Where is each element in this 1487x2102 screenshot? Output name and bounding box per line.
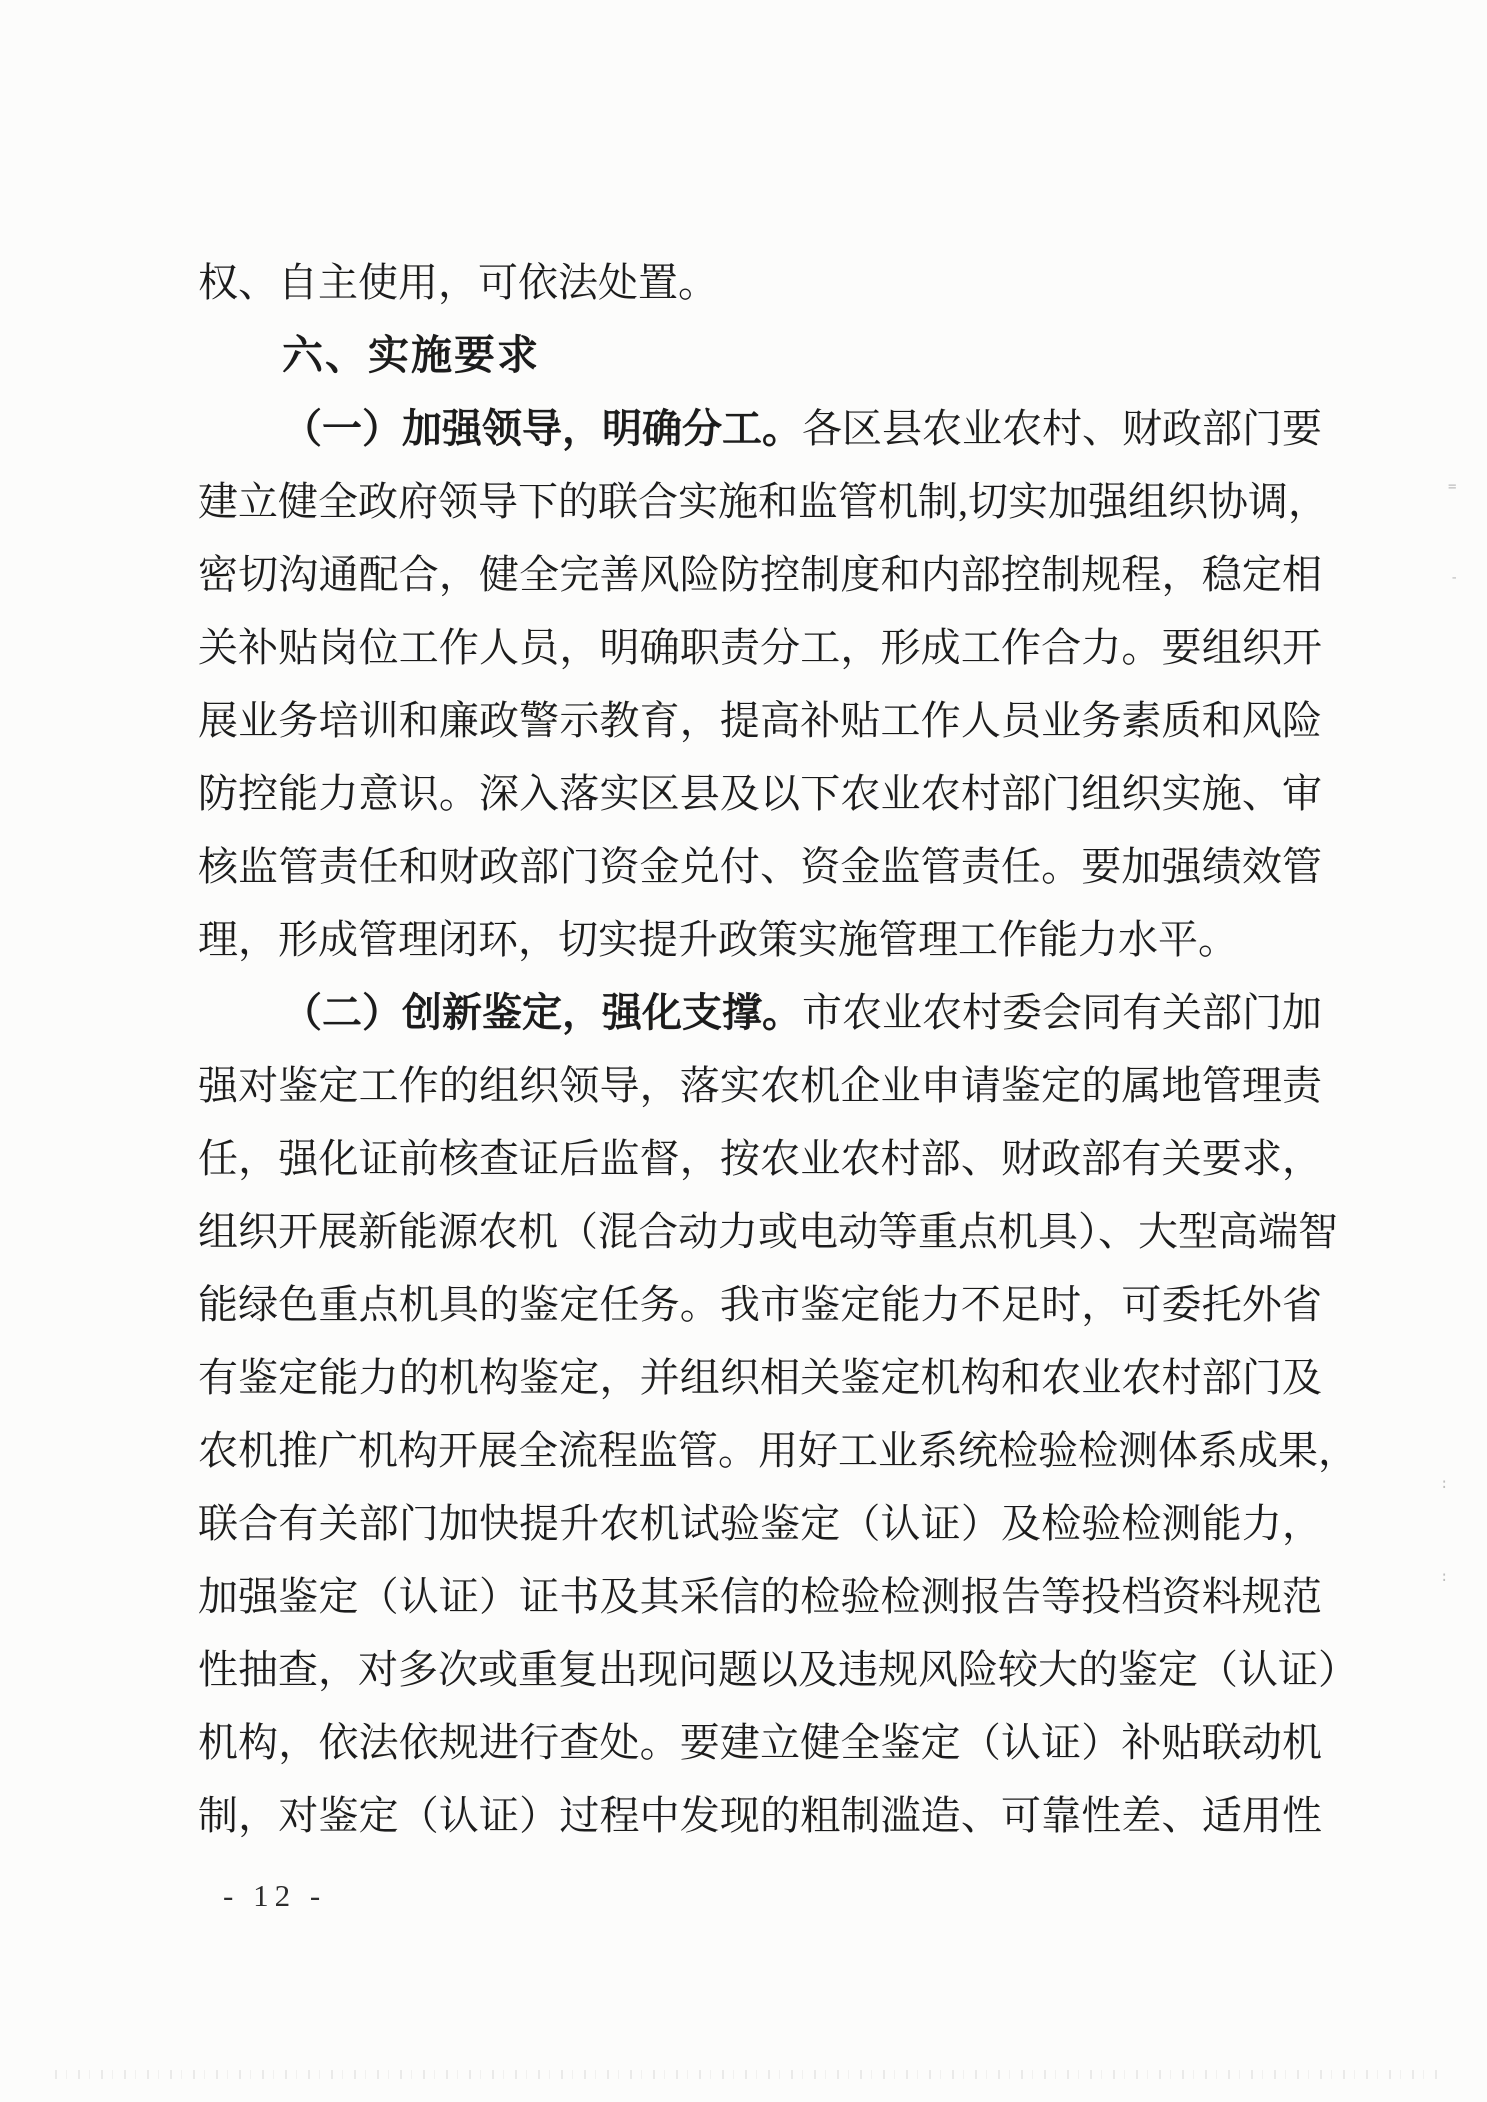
body-text: 联合有关部门加快提升农机试验鉴定（认证）及检验检测能力， bbox=[198, 1501, 1322, 1546]
body-text: 市农业农村委会同有关部门加 bbox=[802, 990, 1322, 1035]
body-text: 有鉴定能力的机构鉴定，并组织相关鉴定机构和农业农村部门及 bbox=[198, 1355, 1322, 1400]
body-text: 任，强化证前核查证后监督，按农业农村部、财政部有关要求， bbox=[198, 1136, 1322, 1181]
para-0-end-line bbox=[198, 246, 1322, 319]
para-2-line-6 bbox=[198, 1341, 1322, 1414]
body-text: 密切沟通配合，健全完善风险防控制度和内部控制规程，稳定相 bbox=[198, 552, 1322, 597]
page-number: - 12 - bbox=[223, 1878, 327, 1913]
bold-lead-text: （二）创新鉴定，强化支撑。 bbox=[282, 991, 802, 1035]
para-1-line-4 bbox=[198, 611, 1322, 684]
scan-artifact: = bbox=[1448, 479, 1457, 495]
body-text: 理，形成管理闭环，切实提升政策实施管理工作能力水平。 bbox=[198, 917, 1238, 962]
body-text: 加强鉴定（认证）证书及其采信的检验检测报告等投档资料规范 bbox=[198, 1574, 1322, 1619]
para-1-line-6 bbox=[198, 757, 1322, 830]
para-2-line-3 bbox=[198, 1122, 1322, 1195]
para-2-line-8 bbox=[198, 1487, 1322, 1560]
body-text: 各区县农业农村、财政部门要 bbox=[802, 406, 1322, 451]
body-text: 制，对鉴定（认证）过程中发现的粗制滥造、可靠性差、适用性 bbox=[198, 1793, 1322, 1838]
body-text: 强对鉴定工作的组织领导，落实农机企业申请鉴定的属地管理责 bbox=[198, 1063, 1322, 1108]
para-2-line-1 bbox=[198, 976, 1322, 1049]
paragraph-indent bbox=[198, 368, 282, 369]
para-2-line-2 bbox=[198, 1049, 1322, 1122]
body-text: 性抽查，对多次或重复出现问题以及违规风险较大的鉴定（认证） bbox=[198, 1647, 1358, 1692]
para-1-line-5 bbox=[198, 684, 1322, 757]
para-1-line-7 bbox=[198, 830, 1322, 903]
body-text: 能绿色重点机具的鉴定任务。我市鉴定能力不足时，可委托外省 bbox=[198, 1282, 1322, 1327]
bold-lead-text: （一）加强领导，明确分工。 bbox=[282, 407, 802, 451]
body-text: 展业务培训和廉政警示教育，提高补贴工作人员业务素质和风险 bbox=[198, 698, 1322, 743]
bold-lead-text: 六、实施要求 bbox=[282, 332, 540, 378]
para-2-line-10 bbox=[198, 1633, 1358, 1706]
body-text: 机构，依法依规进行查处。要建立健全鉴定（认证）补贴联动机 bbox=[198, 1720, 1322, 1765]
text-column bbox=[198, 246, 1358, 1852]
para-1-line-8 bbox=[198, 903, 1322, 976]
para-2-line-12 bbox=[198, 1779, 1322, 1852]
para-2-line-7 bbox=[198, 1414, 1358, 1487]
para-2-line-5 bbox=[198, 1268, 1322, 1341]
section-heading bbox=[198, 319, 1322, 392]
para-1-line-3 bbox=[198, 538, 1322, 611]
para-1-line-2 bbox=[198, 465, 1328, 538]
para-2-line-11 bbox=[198, 1706, 1322, 1779]
scan-noise-band bbox=[55, 2070, 1445, 2079]
scan-artifact: : bbox=[1440, 1476, 1449, 1492]
body-text: 权、自主使用，可依法处置。 bbox=[198, 260, 718, 305]
para-2-line-9 bbox=[198, 1560, 1322, 1633]
body-text: 防控能力意识。深入落实区县及以下农业农村部门组织实施、审 bbox=[198, 771, 1322, 816]
body-text: 建立健全政府领导下的联合实施和监管机制,切实加强组织协调， bbox=[198, 479, 1328, 524]
para-1-line-1 bbox=[198, 392, 1322, 465]
paragraph-indent bbox=[198, 1025, 282, 1026]
body-text: 组织开展新能源农机（混合动力或电动等重点机具）、大型高端智 bbox=[198, 1209, 1338, 1254]
body-text: 关补贴岗位工作人员，明确职责分工，形成工作合力。要组织开 bbox=[198, 625, 1322, 670]
para-2-line-4 bbox=[198, 1195, 1338, 1268]
scan-artifact: - bbox=[1450, 570, 1459, 586]
body-text: 核监管责任和财政部门资金兑付、资金监管责任。要加强绩效管 bbox=[198, 844, 1322, 889]
scan-artifact: : bbox=[1440, 1569, 1449, 1585]
body-text: 农机推广机构开展全流程监管。用好工业系统检验检测体系成果， bbox=[198, 1428, 1358, 1473]
paragraph-indent bbox=[198, 441, 282, 442]
